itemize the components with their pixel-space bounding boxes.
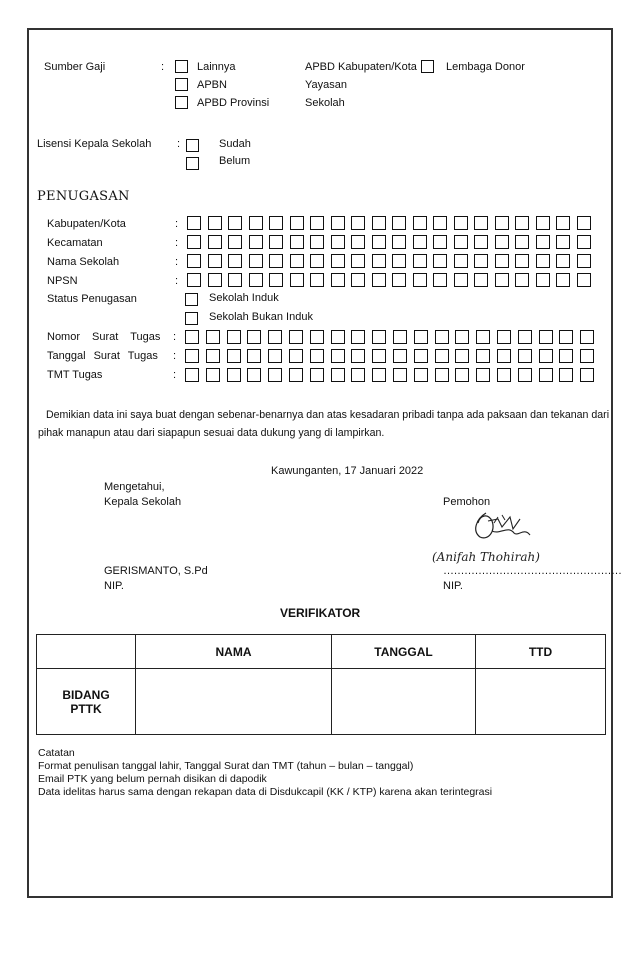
tanggal-surat-char-box[interactable]	[497, 349, 511, 363]
kecamatan-char-box[interactable]	[269, 235, 283, 249]
tanggal-surat-char-box[interactable]	[559, 349, 573, 363]
npsn-char-box[interactable]	[433, 273, 447, 287]
kecamatan-char-box[interactable]	[310, 235, 324, 249]
kabupaten-char-box[interactable]	[290, 216, 304, 230]
npsn-char-box[interactable]	[331, 273, 345, 287]
npsn-char-box[interactable]	[474, 273, 488, 287]
tmt-char-box[interactable]	[393, 368, 407, 382]
nama-sekolah-char-box[interactable]	[187, 254, 201, 268]
tanggal-cell[interactable]	[332, 669, 476, 735]
npsn-char-box[interactable]	[187, 273, 201, 287]
tanggal-surat-char-box[interactable]	[206, 349, 220, 363]
verifikator-table	[36, 634, 606, 735]
declaration-line-2: pihak manapun atau dari siapapun sesuai data dukung yang di lampirkan.	[38, 427, 385, 439]
nomor-surat-char-box[interactable]	[310, 330, 324, 344]
catatan-line-1: Format penulisan tanggal lahir, Tanggal Surat dan TMT (tahun – bulan – tanggal)	[38, 760, 414, 772]
sudah-label: Sudah	[219, 138, 251, 150]
tmt-char-box[interactable]	[435, 368, 449, 382]
nomor-surat-char-box[interactable]	[372, 330, 386, 344]
nomor-surat-char-box[interactable]	[247, 330, 261, 344]
kecamatan-char-box[interactable]	[228, 235, 242, 249]
kabupaten-char-box[interactable]	[187, 216, 201, 230]
dotted-line: ……………………………………………	[443, 565, 622, 577]
nip-right: NIP.	[443, 580, 463, 592]
nama-sekolah-char-box[interactable]	[290, 254, 304, 268]
verifikator-title: VERIFIKATOR	[280, 606, 361, 620]
npsn-char-box[interactable]	[536, 273, 550, 287]
nomor-surat-char-box[interactable]	[268, 330, 282, 344]
tmt-char-box[interactable]	[310, 368, 324, 382]
lainnya-label: Lainnya	[197, 61, 236, 73]
nama-sekolah-char-box[interactable]	[536, 254, 550, 268]
apbn-label: APBN	[197, 79, 227, 91]
kecamatan-char-box[interactable]	[187, 235, 201, 249]
kabupaten-char-box[interactable]	[433, 216, 447, 230]
nama-sekolah-char-box[interactable]	[228, 254, 242, 268]
tanggal-surat-char-box[interactable]	[455, 349, 469, 363]
tanggal-surat-char-box[interactable]	[435, 349, 449, 363]
tanggal-surat-char-box[interactable]	[351, 349, 365, 363]
lainnya-checkbox[interactable]	[175, 60, 188, 73]
npsn-char-box[interactable]	[351, 273, 365, 287]
sekolah-bukan-induk-label: Sekolah Bukan Induk	[209, 311, 313, 323]
mengetahui-label: Mengetahui,	[104, 481, 165, 493]
tmt-char-box[interactable]	[331, 368, 345, 382]
nomor-surat-char-box[interactable]	[518, 330, 532, 344]
kabupaten-char-box[interactable]	[536, 216, 550, 230]
nama-sekolah-char-box[interactable]	[269, 254, 283, 268]
npsn-char-box[interactable]	[310, 273, 324, 287]
nama-sekolah-label: Nama Sekolah	[47, 256, 120, 268]
tmt-char-box[interactable]	[518, 368, 532, 382]
tmt-char-box[interactable]	[539, 368, 553, 382]
npsn-char-box[interactable]	[556, 273, 570, 287]
lembaga-donor-checkbox[interactable]	[421, 60, 434, 73]
belum-checkbox[interactable]	[186, 157, 199, 170]
kecamatan-char-box[interactable]	[290, 235, 304, 249]
kabupaten-char-box[interactable]	[208, 216, 222, 230]
declaration-line-1: Demikian data ini saya buat dengan sebenar-benarnya dan atas kesadaran pribadi tanpa ada paksaan dan tekanan dari	[46, 409, 610, 421]
sumber-gaji-label: Sumber Gaji	[44, 61, 106, 73]
sekolah-bukan-induk-checkbox[interactable]	[185, 312, 198, 325]
npsn-char-box[interactable]	[495, 273, 509, 287]
nama-sekolah-char-box[interactable]	[556, 254, 570, 268]
row-label-line-1: BIDANG	[62, 687, 110, 702]
nomor-surat-char-box[interactable]	[559, 330, 573, 344]
npsn-char-box[interactable]	[372, 273, 386, 287]
tmt-char-box[interactable]	[497, 368, 511, 382]
nama-sekolah-char-box[interactable]	[474, 254, 488, 268]
nama-cell[interactable]	[136, 669, 332, 735]
tanggal-surat-char-box[interactable]	[268, 349, 282, 363]
tanggal-surat-char-box[interactable]	[414, 349, 428, 363]
npsn-char-box[interactable]	[249, 273, 263, 287]
kecamatan-char-box[interactable]	[208, 235, 222, 249]
yayasan-label: Yayasan	[305, 79, 347, 91]
penugasan-title: PENUGASAN	[37, 189, 130, 204]
nomor-surat-colon: :	[173, 331, 177, 343]
apbd-kab-label: APBD Kabupaten/Kota	[305, 61, 417, 73]
kabupaten-char-box[interactable]	[556, 216, 570, 230]
tmt-colon: :	[173, 369, 177, 381]
nomor-surat-char-box[interactable]	[393, 330, 407, 344]
kecamatan-char-box[interactable]	[351, 235, 365, 249]
nomor-surat-label: Nomor Surat Tugas	[47, 331, 161, 343]
kecamatan-char-box[interactable]	[474, 235, 488, 249]
tanggal-surat-char-box[interactable]	[518, 349, 532, 363]
nama-sekolah-char-box[interactable]	[392, 254, 406, 268]
tmt-char-box[interactable]	[559, 368, 573, 382]
place-date: Kawunganten, 17 Januari 2022	[271, 465, 424, 477]
sudah-checkbox[interactable]	[186, 139, 199, 152]
kecamatan-label: Kecamatan	[47, 237, 103, 249]
kepala-sekolah-label: Kepala Sekolah	[104, 496, 182, 508]
nomor-surat-char-box[interactable]	[539, 330, 553, 344]
nomor-surat-char-box[interactable]	[455, 330, 469, 344]
handwritten-name: (Anifah Thohirah)	[432, 550, 540, 564]
nama-sekolah-char-box[interactable]	[331, 254, 345, 268]
catatan-title: Catatan	[38, 747, 75, 759]
kabupaten-char-box[interactable]	[269, 216, 283, 230]
kecamatan-colon: :	[175, 237, 179, 249]
kecamatan-char-box[interactable]	[556, 235, 570, 249]
kabupaten-char-box[interactable]	[310, 216, 324, 230]
npsn-char-box[interactable]	[392, 273, 406, 287]
kabupaten-char-box[interactable]	[228, 216, 242, 230]
nama-sekolah-char-box[interactable]	[372, 254, 386, 268]
row-label-line-2: PTTK	[70, 701, 102, 716]
tmt-char-box[interactable]	[206, 368, 220, 382]
tanggal-surat-char-box[interactable]	[185, 349, 199, 363]
lisensi-colon: :	[177, 138, 181, 150]
nomor-surat-char-box[interactable]	[351, 330, 365, 344]
nomor-surat-char-box[interactable]	[331, 330, 345, 344]
nomor-surat-char-box[interactable]	[227, 330, 241, 344]
npsn-char-box[interactable]	[515, 273, 529, 287]
apbd-provinsi-checkbox[interactable]	[175, 96, 188, 109]
npsn-char-box[interactable]	[577, 273, 591, 287]
tanggal-surat-char-box[interactable]	[227, 349, 241, 363]
sumber-gaji-colon: :	[161, 61, 165, 73]
npsn-colon: :	[175, 275, 179, 287]
kabupaten-char-box[interactable]	[413, 216, 427, 230]
nama-sekolah-char-box[interactable]	[310, 254, 324, 268]
kabupaten-char-box[interactable]	[351, 216, 365, 230]
nomor-surat-char-box[interactable]	[435, 330, 449, 344]
kabupaten-char-box[interactable]	[331, 216, 345, 230]
tanggal-surat-label: Tanggal Surat Tugas	[47, 350, 158, 362]
row-label-cell	[37, 669, 136, 735]
npsn-char-box[interactable]	[413, 273, 427, 287]
nama-sekolah-char-box[interactable]	[577, 254, 591, 268]
nama-sekolah-char-box[interactable]	[351, 254, 365, 268]
belum-label: Belum	[219, 155, 251, 167]
tanggal-surat-colon: :	[173, 350, 177, 362]
tmt-char-box[interactable]	[351, 368, 365, 382]
catatan-line-3: Data idelitas harus sama dengan rekapan data di Disdukcapil (KK / KTP) karena akan terintegrasi	[38, 786, 493, 798]
nama-sekolah-char-box[interactable]	[413, 254, 427, 268]
nama-sekolah-colon: :	[175, 256, 179, 268]
tmt-char-box[interactable]	[227, 368, 241, 382]
header-nama: NAMA	[136, 635, 332, 669]
npsn-label: NPSN	[47, 275, 78, 287]
kecamatan-char-box[interactable]	[454, 235, 468, 249]
tmt-label: TMT Tugas	[47, 369, 103, 381]
kabupaten-char-box[interactable]	[392, 216, 406, 230]
header-tanggal: TANGGAL	[332, 635, 476, 669]
kecamatan-char-box[interactable]	[392, 235, 406, 249]
nip-left: NIP.	[104, 580, 124, 592]
nomor-surat-char-box[interactable]	[206, 330, 220, 344]
kabupaten-char-box[interactable]	[515, 216, 529, 230]
tanggal-surat-char-box[interactable]	[539, 349, 553, 363]
tmt-char-box[interactable]	[580, 368, 594, 382]
tmt-char-box[interactable]	[268, 368, 282, 382]
nomor-surat-char-box[interactable]	[414, 330, 428, 344]
kecamatan-char-box[interactable]	[515, 235, 529, 249]
tmt-char-box[interactable]	[372, 368, 386, 382]
apbn-checkbox[interactable]	[175, 78, 188, 91]
tanggal-surat-char-box[interactable]	[331, 349, 345, 363]
tmt-char-box[interactable]	[414, 368, 428, 382]
kabupaten-char-box[interactable]	[474, 216, 488, 230]
header-empty-cell	[37, 635, 136, 669]
lembaga-donor-label: Lembaga Donor	[446, 61, 525, 73]
kabupaten-char-box[interactable]	[372, 216, 386, 230]
tanggal-surat-char-box[interactable]	[247, 349, 261, 363]
nama-sekolah-char-box[interactable]	[454, 254, 468, 268]
nomor-surat-char-box[interactable]	[289, 330, 303, 344]
kecamatan-char-box[interactable]	[433, 235, 447, 249]
tanggal-surat-char-box[interactable]	[580, 349, 594, 363]
tmt-char-box[interactable]	[247, 368, 261, 382]
kecamatan-char-box[interactable]	[372, 235, 386, 249]
pemohon-label: Pemohon	[443, 496, 491, 508]
kecamatan-char-box[interactable]	[413, 235, 427, 249]
kabupaten-char-box[interactable]	[249, 216, 263, 230]
tmt-char-box[interactable]	[476, 368, 490, 382]
nama-sekolah-char-box[interactable]	[515, 254, 529, 268]
npsn-char-box[interactable]	[454, 273, 468, 287]
nomor-surat-char-box[interactable]	[497, 330, 511, 344]
kabupaten-char-box[interactable]	[454, 216, 468, 230]
nama-sekolah-char-box[interactable]	[433, 254, 447, 268]
kecamatan-char-box[interactable]	[331, 235, 345, 249]
sekolah-induk-label: Sekolah Induk	[209, 292, 279, 304]
tanggal-surat-char-box[interactable]	[372, 349, 386, 363]
tmt-char-box[interactable]	[289, 368, 303, 382]
kecamatan-char-box[interactable]	[495, 235, 509, 249]
status-penugasan-label: Status Penugasan	[47, 293, 137, 305]
nama-sekolah-char-box[interactable]	[495, 254, 509, 268]
kabupaten-char-box[interactable]	[495, 216, 509, 230]
npsn-char-box[interactable]	[269, 273, 283, 287]
kabupaten-colon: :	[175, 218, 179, 230]
tmt-char-box[interactable]	[455, 368, 469, 382]
lisensi-label: Lisensi Kepala Sekolah	[37, 138, 152, 150]
tanggal-surat-char-box[interactable]	[393, 349, 407, 363]
kabupaten-label: Kabupaten/Kota	[47, 218, 126, 230]
kecamatan-char-box[interactable]	[536, 235, 550, 249]
apbd-provinsi-label: APBD Provinsi	[197, 97, 270, 109]
kecamatan-char-box[interactable]	[249, 235, 263, 249]
tanggal-surat-char-box[interactable]	[310, 349, 324, 363]
kabupaten-char-box[interactable]	[577, 216, 591, 230]
nomor-surat-char-box[interactable]	[580, 330, 594, 344]
kepala-name: GERISMANTO, S.Pd	[104, 565, 208, 577]
header-ttd: TTD	[476, 635, 606, 669]
nomor-surat-char-box[interactable]	[185, 330, 199, 344]
npsn-char-box[interactable]	[290, 273, 304, 287]
npsn-char-box[interactable]	[208, 273, 222, 287]
nama-sekolah-char-box[interactable]	[249, 254, 263, 268]
tanggal-surat-char-box[interactable]	[289, 349, 303, 363]
tmt-char-box[interactable]	[185, 368, 199, 382]
sekolah-induk-checkbox[interactable]	[185, 293, 198, 306]
sekolah-label: Sekolah	[305, 97, 345, 109]
npsn-char-box[interactable]	[228, 273, 242, 287]
ttd-cell[interactable]	[476, 669, 606, 735]
kecamatan-char-box[interactable]	[577, 235, 591, 249]
nomor-surat-char-box[interactable]	[476, 330, 490, 344]
catatan-line-2: Email PTK yang belum pernah disikan di dapodik	[38, 773, 267, 785]
nama-sekolah-char-box[interactable]	[208, 254, 222, 268]
tanggal-surat-char-box[interactable]	[476, 349, 490, 363]
